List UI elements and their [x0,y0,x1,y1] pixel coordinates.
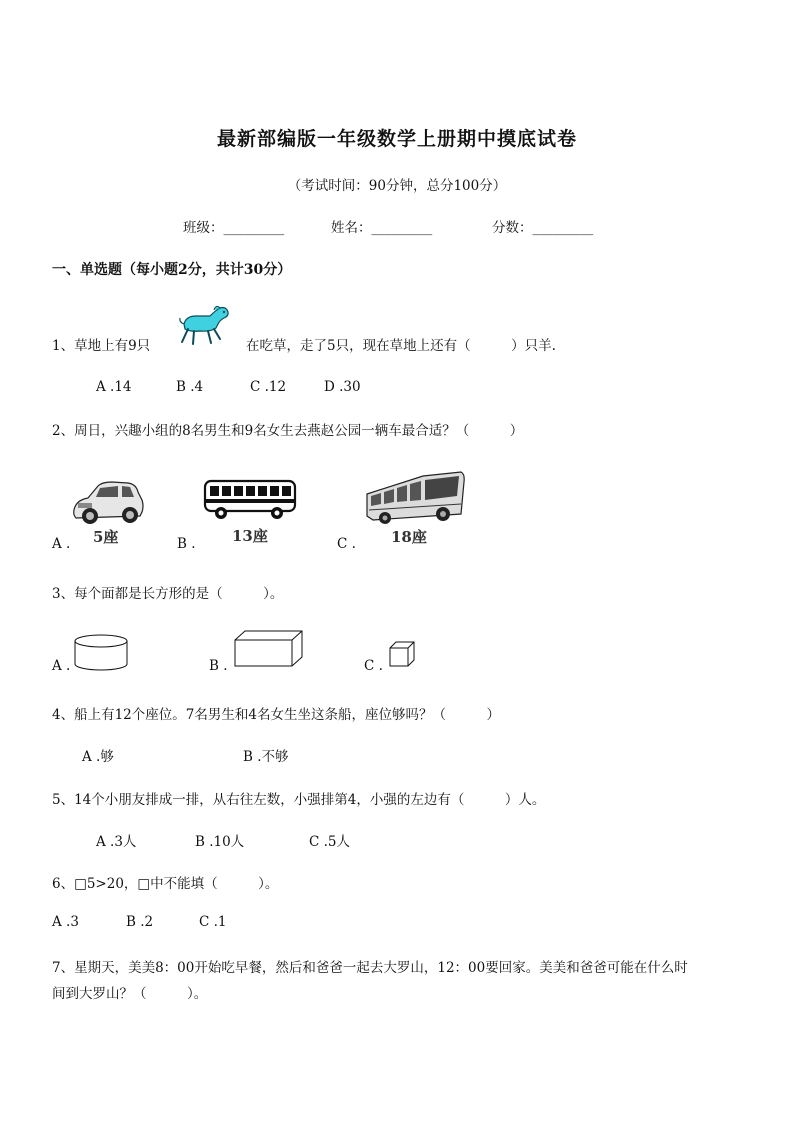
option-b[interactable]: B .2 [126,914,154,930]
cylinder-icon [72,632,132,674]
question-6-text: 6、□5>20，□中不能填（ ）。 [52,876,279,892]
class-label: 班级： [183,220,224,236]
question-7-text-line1: 7、星期天，美美8：00开始吃早餐，然后和爸爸一起去大罗山，12：00要回家。美美和爸爸可能在什么时 [52,960,688,976]
section-title: 一、单选题（每小题2分，共计30分） [52,262,292,278]
coach-icon [363,468,467,550]
option-d[interactable]: D .30 [324,379,361,395]
option-c[interactable]: C .12 [250,379,287,395]
option-b[interactable]: B .10人 [195,834,245,850]
name-label: 姓名： [331,220,372,236]
question-1-text-start: 1、草地上有9只 [52,338,151,354]
option-c[interactable]: C . [337,536,356,552]
question-5-text: 5、14个小朋友排成一排，从右往左数，小强排第4，小强的左边有（ ）人。 [52,792,546,808]
option-b[interactable]: B .4 [176,379,204,395]
cube-icon [388,640,418,670]
name-field[interactable] [331,216,432,236]
option-b[interactable]: B . [209,658,228,674]
coach-caption: 18座 [391,528,427,546]
score-blank[interactable]: _________ [532,220,594,236]
cuboid-icon [232,628,306,670]
sheep-icon [176,304,230,346]
option-a[interactable]: A . [52,658,71,674]
option-c[interactable]: C .5人 [309,834,351,850]
option-b[interactable]: B .不够 [243,749,289,765]
question-7-text-line2: 间到大罗山？（ ）。 [52,986,208,1002]
car-icon [70,478,146,548]
bus-caption: 13座 [232,527,268,545]
option-a[interactable]: A .3人 [96,834,137,850]
option-a[interactable]: A . [52,536,71,552]
exam-info: （考试时间：90分钟，总分100分） [287,178,507,194]
question-3-text: 3、每个面都是长方形的是（ ）。 [52,586,284,602]
score-field[interactable] [492,216,593,236]
option-a[interactable]: A .14 [96,379,132,395]
option-a[interactable]: A .3 [52,914,79,930]
option-a[interactable]: A .够 [82,749,114,765]
question-2-text: 2、周日，兴趣小组的8名男生和9名女生去燕赵公园一辆车最合适？（ ） [52,423,524,439]
score-label: 分数： [492,220,533,236]
question-1-text-end: 在吃草，走了5只，现在草地上还有（ ）只羊. [246,338,556,354]
name-blank[interactable]: _________ [371,220,433,236]
class-blank[interactable]: _________ [223,220,285,236]
question-4-text: 4、船上有12个座位。7名男生和4名女生坐这条船，座位够吗？（ ） [52,707,500,723]
car-caption: 5座 [93,528,119,546]
option-c[interactable]: C . [364,658,383,674]
option-c[interactable]: C .1 [199,914,227,930]
page-title: 最新部编版一年级数学上册期中摸底试卷 [216,128,577,150]
bus-icon [201,475,301,545]
class-field[interactable] [183,216,284,236]
option-b[interactable]: B . [177,536,196,552]
